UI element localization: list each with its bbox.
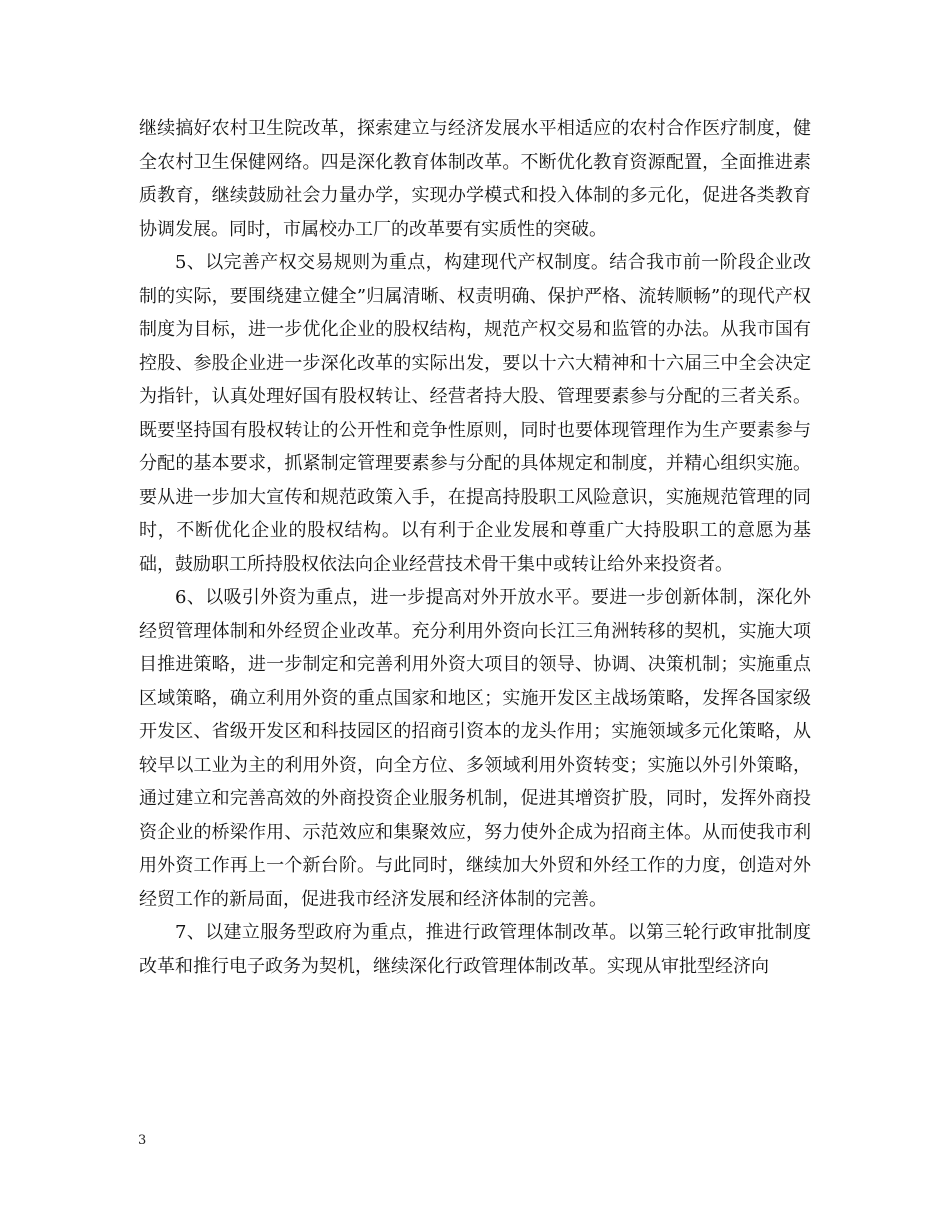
paragraph-continuation: 继续搞好农村卫生院改革，探索建立与经济发展水平相适应的农村合作医疗制度，健全农村卫生保健网络。四是深化教育体制改革。不断优化教育资源配置，全面推进素质教育，继续鼓励社会力量办学，实现办学模式和投入体制的多元化，促进各类教育协调发展。同时，市属校办工厂的改革要有实质性的突破。 [139, 118, 811, 240]
page-number: 3 [138, 1133, 147, 1148]
paragraph-item-7: 7、以建立服务型政府为重点，推进行政管理体制改革。以第三轮行政审批制度改革和推行电子政务为契机，继续深化行政管理体制改革。实现从审批型经济向 [139, 922, 811, 977]
body-text [139, 112, 811, 983]
paragraph-item-6: 6、以吸引外资为重点，进一步提高对外开放水平。要进一步创新体制，深化外经贸管理体制和外经贸企业改革。充分利用外资向长江三角洲转移的契机，实施大项目推进策略，进一步制定和完善利用外资大项目的领导、协调、决策机制；实施重点区域策略，确立利用外资的重点国家和地区；实施开发区主战场策略，发挥各国家级开发区、省级开发区和科技园区的招商引资本的龙头作用；实施领域多元化策略，从较早以工业为主的利用外资，向全方位、多领域利用外资转变；实施以外引外策略，通过建立和完善高效的外商投资企业服务机制，促进其增资扩股，同时，发挥外商投资企业的桥梁作用、示范效应和集聚效应，努力使外企成为招商主体。从而使我市利用外资工作再上一个新台阶。与此同时，继续加大外贸和外经工作的力度，创造对外经贸工作的新局面，促进我市经济发展和经济体制的完善。 [139, 587, 811, 910]
paragraph-item-5: 5、以完善产权交易规则为重点，构建现代产权制度。结合我市前一阶段企业改制的实际，要围绕建立健全”归属清晰、权责明确、保护严格、流转顺畅”的现代产权制度为目标，进一步优化企业的股权结构，规范产权交易和监管的办法。从我市国有控股、参股企业进一步深化改革的实际出发，要以十六大精神和十六届三中全会决定为指针，认真处理好国有股权转让、经营者持大股、管理要素参与分配的三者关系。既要坚持国有股权转让的公开性和竞争性原则，同时也要体现管理作为生产要素参与分配的基本要求，抓紧制定管理要素参与分配的具体规定和制度，并精心组织实施。要从进一步加大宣传和规范政策入手，在提高持股职工风险意识，实施规范管理的同时，不断优化企业的股权结构。以有利于企业发展和尊重广大持股职工的意愿为基础，鼓励职工所持股权依法向企业经营技术骨干集中或转让给外来投资者。 [139, 252, 811, 575]
